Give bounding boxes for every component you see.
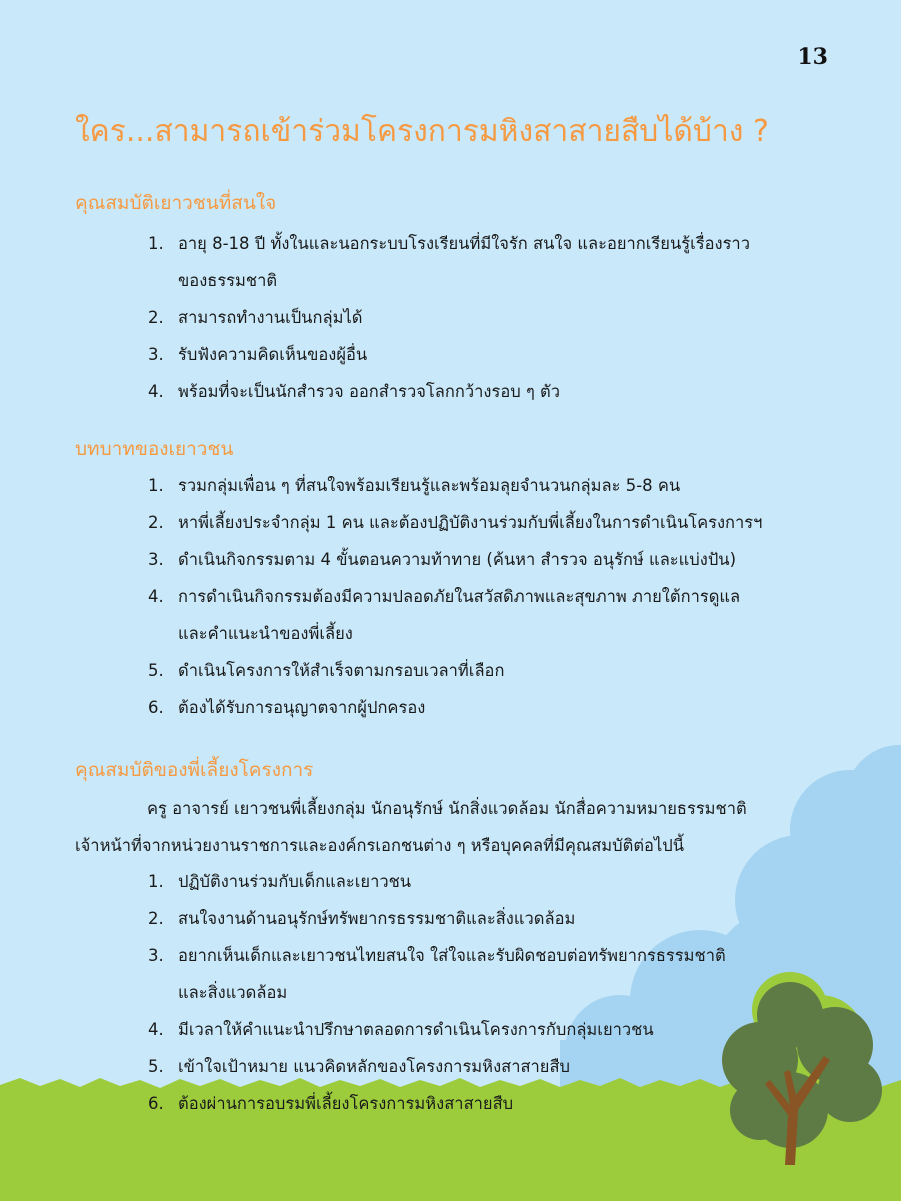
item-text: พร้อมที่จะเป็นนักสำรวจ ออกสำรวจโลกกว้างรอบ ๆ ตัว	[178, 382, 561, 401]
list-item	[148, 652, 828, 689]
item-number: 3.	[148, 345, 164, 364]
item-number: 5.	[148, 1057, 164, 1076]
item-number: 5.	[148, 661, 164, 680]
item-text: และคำแนะนำของพี่เลี้ยง	[178, 624, 353, 643]
item-number: 3.	[148, 946, 164, 965]
item-text: มีเวลาให้คำแนะนำปรึกษาตลอดการดำเนินโครงการกับกลุ่มเยาวชน	[178, 1020, 654, 1039]
item-text: รวมกลุ่มเพื่อน ๆ ที่สนใจพร้อมเรียนรู้และพร้อมลุยจำนวนกลุ่มละ 5-8 คน	[178, 476, 681, 495]
item-text: ต้องได้รับการอนุญาตจากผู้ปกครอง	[178, 698, 426, 717]
item-text: ปฏิบัติงานร่วมกับเด็กและเยาวชน	[178, 872, 412, 891]
page-number: 13	[797, 44, 828, 70]
item-number: 4.	[148, 587, 164, 606]
list-item	[148, 373, 828, 410]
list-item	[148, 504, 828, 541]
item-text: อยากเห็นเด็กและเยาวชนไทยสนใจ ใส่ใจและรับผิดชอบต่อทรัพยากรธรรมชาติ	[178, 946, 726, 965]
item-number: 1.	[148, 234, 164, 253]
item-text: ต้องผ่านการอบรมพี่เลี้ยงโครงการมหิงสาสายสืบ	[178, 1094, 514, 1113]
item-number: 2.	[148, 513, 164, 532]
item-number: 2.	[148, 909, 164, 928]
item-text: การดำเนินกิจกรรมต้องมีความปลอดภัยในสวัสดิภาพและสุขภาพ ภายใต้การดูแล	[178, 587, 741, 606]
item-number: 2.	[148, 308, 164, 327]
list-item	[148, 299, 828, 336]
list-item	[148, 225, 828, 299]
list-item	[148, 1085, 828, 1122]
item-text: อายุ 8-18 ปี ทั้งในและนอกระบบโรงเรียนที่มีใจรัก สนใจ และอยากเรียนรู้เรื่องราว	[178, 234, 750, 253]
youth-qualifications-list	[148, 225, 828, 410]
page-title: ใคร...สามารถเข้าร่วมโครงการมหิงสาสายสืบได้บ้าง ?	[75, 114, 769, 149]
item-number: 6.	[148, 1094, 164, 1113]
item-text: เข้าใจเป้าหมาย แนวคิดหลักของโครงการมหิงสาสายสืบ	[178, 1057, 571, 1076]
paragraph-line: ครู อาจารย์ เยาวชนพี่เลี้ยงกลุ่ม นักอนุรักษ์ นักสิ่งแวดล้อม นักสื่อความหมายธรรมชาติ	[147, 799, 747, 818]
list-item	[148, 900, 828, 937]
item-number: 1.	[148, 476, 164, 495]
list-item	[148, 541, 828, 578]
item-number: 4.	[148, 382, 164, 401]
item-text: รับฟังความคิดเห็นของผู้อื่น	[178, 345, 368, 364]
item-text: ของธรรมชาติ	[178, 271, 278, 290]
paragraph-line: เจ้าหน้าที่จากหน่วยงานราชการและองค์กรเอกชนต่าง ๆ หรือบุคคลที่มีคุณสมบัติต่อไปนี้	[75, 836, 685, 855]
section-heading-youth-qualifications: คุณสมบัติเยาวชนที่สนใจ	[75, 192, 277, 214]
item-text: ดำเนินโครงการให้สำเร็จตามกรอบเวลาที่เลือก	[178, 661, 505, 680]
list-item	[148, 937, 828, 1011]
item-number: 3.	[148, 550, 164, 569]
list-item	[148, 863, 828, 900]
section-heading-mentor-qualifications: คุณสมบัติของพี่เลี้ยงโครงการ	[75, 759, 314, 781]
mentor-intro-paragraph	[75, 790, 830, 864]
youth-roles-list	[148, 467, 828, 726]
list-item	[148, 467, 828, 504]
list-item	[148, 689, 828, 726]
item-text: หาพี่เลี้ยงประจำกลุ่ม 1 คน และต้องปฏิบัติงานร่วมกับพี่เลี้ยงในการดำเนินโครงการฯ	[178, 513, 763, 532]
list-item	[148, 1011, 828, 1048]
list-item	[148, 1048, 828, 1085]
mentor-qualifications-list	[148, 863, 828, 1122]
item-number: 6.	[148, 698, 164, 717]
item-number: 1.	[148, 872, 164, 891]
list-item	[148, 578, 828, 652]
item-text: สนใจงานด้านอนุรักษ์ทรัพยากรธรรมชาติและสิ่งแวดล้อม	[178, 909, 576, 928]
item-text: ดำเนินกิจกรรมตาม 4 ขั้นตอนความท้าทาย (ค้นหา สำรวจ อนุรักษ์ และแบ่งปัน)	[178, 550, 737, 569]
section-heading-youth-roles: บทบาทของเยาวชน	[75, 438, 234, 460]
item-text: และสิ่งแวดล้อม	[178, 983, 288, 1002]
list-item	[148, 336, 828, 373]
item-text: สามารถทำงานเป็นกลุ่มได้	[178, 308, 363, 327]
item-number: 4.	[148, 1020, 164, 1039]
